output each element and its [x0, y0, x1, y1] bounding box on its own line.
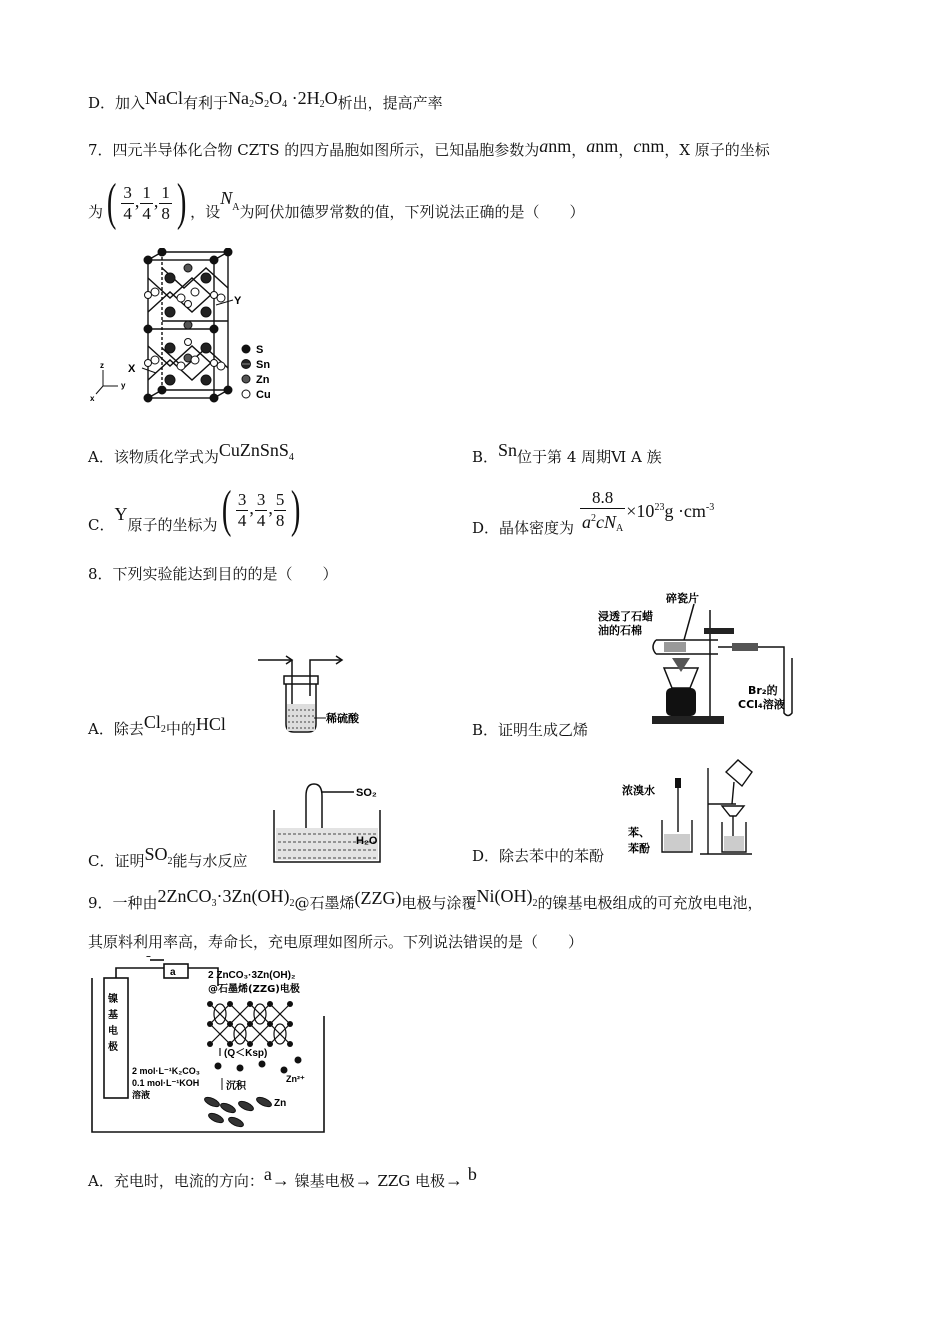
svg-text:沉积: 沉积: [226, 1081, 246, 1092]
q8-figure-a: [250, 652, 390, 742]
q8-option-c: C．证明$SO^2$能与水反应: [88, 844, 248, 870]
svg-text:y: y: [121, 381, 126, 390]
svg-text:Zn: Zn: [274, 1098, 287, 1109]
q8-option-d: D．除去苯中的苯酚: [472, 847, 605, 865]
svg-text:(Q＜Ksp): (Q＜Ksp): [224, 1048, 268, 1059]
q8-option-b: B．证明生成乙烯: [472, 721, 589, 739]
q7-option-b: B．Sn位于第 4 周期Ⅵ A 族: [472, 440, 662, 466]
svg-text:苯酚: 苯酚: [628, 842, 650, 855]
svg-text:苯、: 苯、: [628, 826, 650, 839]
q7-option-d: D．晶体密度为 $\frac{8.8}{a^2cN_A}$ $\times 10^{23}g \cdot cm^{-3}$: [472, 487, 715, 537]
svg-text:H₂O: H₂O: [356, 835, 378, 847]
svg-text:电: 电: [108, 1026, 118, 1037]
option-letter: D．: [88, 94, 116, 112]
formula-nacl: NaCl: [145, 88, 184, 108]
q7-stem-2: 为( $\frac{3}{4}$ , $\frac{1}{4}$ , $\frac{1}{8}$ ) ，设$N_A$为阿伏加德罗常数的值，下列说法正确的是（ ）: [88, 174, 585, 231]
q8-option-a: A．除去Cl$^2$中的HCl: [88, 712, 226, 738]
q8-figure-c: [270, 778, 410, 868]
svg-text:油的石棉: 油的石棉: [598, 624, 642, 637]
q9-stem-2: 其原料利用率高，寿命长，充电原理如图所示。下列说法错误的是（ ）: [88, 933, 584, 951]
svg-text:稀硫酸: 稀硫酸: [326, 712, 359, 725]
svg-text:极: 极: [108, 1042, 118, 1053]
q9-option-a: A．充电时，电流的方向：a→ 镍基电极→ ZZG 电极→ b: [88, 1164, 477, 1190]
label-x: X: [128, 363, 136, 375]
q8-stem: 8．下列实验能达到目的的是（ ）: [88, 565, 338, 583]
svg-text:Zn: Zn: [256, 374, 270, 386]
svg-text:−: −: [146, 956, 151, 961]
svg-text:a: a: [170, 967, 176, 978]
svg-text:S: S: [256, 344, 264, 356]
svg-text:CCl₄溶液: CCl₄溶液: [738, 698, 785, 711]
q7-option-c: C．Y原子的坐标为( $\frac{3}{4}$ , $\frac{3}{4}$ , $\frac{5}{8}$ ): [88, 481, 301, 538]
q8-figure-b: [598, 588, 808, 730]
q7-stem: 7．四元半导体化合物 CZTS 的四方晶胞如图所示，已知晶胞参数为anm，anm，cnm，X 原子的坐标: [88, 136, 770, 159]
crystal-cell-figure: [88, 248, 288, 408]
svg-text:@石墨烯(ZZG)电极: @石墨烯(ZZG)电极: [208, 984, 300, 995]
svg-text:SO₂: SO₂: [356, 787, 377, 799]
q7-option-a: A．该物质化学式为CuZnSnS$^4$: [88, 440, 294, 466]
svg-text:Cu: Cu: [256, 389, 271, 401]
svg-text:镍: 镍: [108, 994, 118, 1005]
svg-text:基: 基: [108, 1010, 118, 1021]
svg-text:碎瓷片: 碎瓷片: [666, 592, 699, 605]
svg-text:Zn²⁺: Zn²⁺: [286, 1074, 305, 1084]
svg-text:2 ZnCO₃·3Zn(OH)₂: 2 ZnCO₃·3Zn(OH)₂: [208, 970, 296, 981]
label-y: Y: [234, 295, 242, 307]
svg-text:Br₂的: Br₂的: [748, 684, 778, 697]
svg-text:x: x: [90, 394, 95, 403]
svg-text:2 mol·L⁻¹K₂CO₃: 2 mol·L⁻¹K₂CO₃: [132, 1066, 200, 1076]
svg-text:z: z: [100, 361, 104, 370]
svg-text:溶液: 溶液: [132, 1091, 151, 1101]
q6-option-d: D．加入NaCl有利于$Na_2S_2O_4 \cdot 2H_2O$析出，提高产率: [88, 88, 443, 112]
svg-text:Sn: Sn: [256, 359, 271, 371]
q8-figure-d: [622, 754, 762, 858]
formula-na2s2o4: $Na_2S_2O_4 \cdot 2H_2O$: [228, 88, 338, 110]
svg-text:0.1 mol·L⁻¹KOH: 0.1 mol·L⁻¹KOH: [132, 1078, 200, 1088]
battery-figure: [88, 956, 328, 1136]
svg-text:浸透了石蜡: 浸透了石蜡: [598, 610, 653, 623]
q9-stem: 9．一种由2ZnCO$^3$·3Zn(OH)$^2$@石墨烯(ZZG)电极与涂覆Ni(OH)$^2$的镍基电极组成的可充放电电池，: [88, 886, 763, 912]
svg-text:浓溴水: 浓溴水: [622, 784, 655, 797]
